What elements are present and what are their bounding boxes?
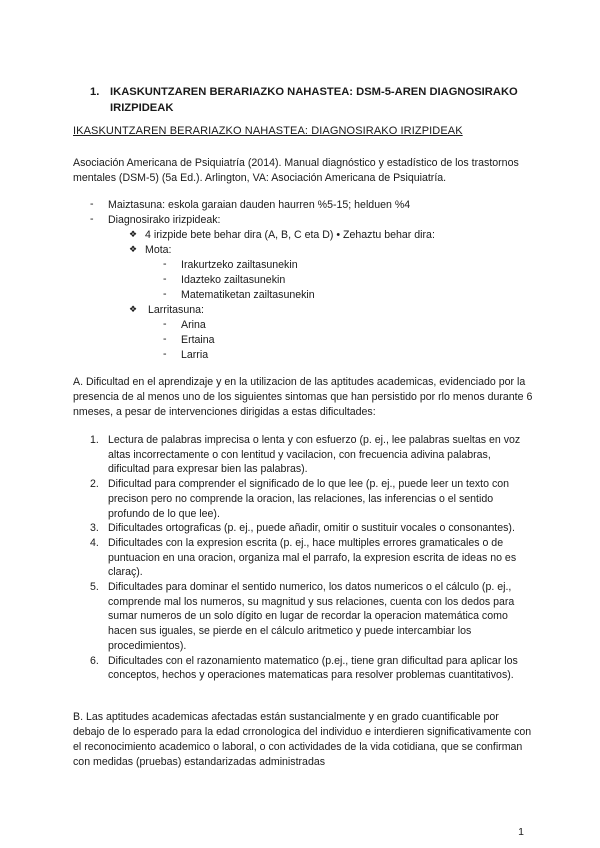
heading-number: 1. <box>90 86 100 98</box>
list-number: 5. <box>90 581 99 594</box>
subheading: IKASKUNTZAREN BERARIAZKO NAHASTEA: DIAGNOSIRAKO IRIZPIDEAK <box>73 125 463 137</box>
list-number: 2. <box>90 478 99 491</box>
reference-citation: Asociación Americana de Psiquiatría (2014). Manual diagnóstico y estadístico de los trastornos mentales (DSM-5) (5a Ed.). Arlington, VA: Asociación Americana de Psiquiatría. <box>73 157 519 184</box>
criteria-count-item: 4 irizpide bete behar dira (A, B, C eta D) • Zehaztu behar dira: <box>145 229 435 241</box>
larritasuna-item: Larritasuna: <box>148 304 204 316</box>
list-number: 3. <box>90 522 99 535</box>
criterion-a-paragraph: A. Dificultad en el aprendizaje y en la utilizacion de las aptitudes academicas, evidenciado por la presencia de al menos uno de los siguientes sintomas que han persistido por rlo menos durante 6 nmeses, a pesar de intervenciones dirigidas a estas dificultades: <box>73 376 533 418</box>
list-number: 4. <box>90 536 99 549</box>
dash-bullet-icon: - <box>163 318 167 330</box>
list-number: 1. <box>90 434 99 446</box>
diamond-bullet-icon: ❖ <box>129 244 138 254</box>
diamond-bullet-icon: ❖ <box>129 304 138 314</box>
dash-bullet-icon: - <box>163 288 167 300</box>
list-item <box>73 536 533 580</box>
criteria-item: Diagnosirako irizpideak: <box>108 214 221 226</box>
list-text: Dificultad para comprender el significado de lo que lee (p. ej., puede leer un texto con precison pero no comprende la oracion, las relaciones, las inferencias o el sentido profundo de lo que lee). <box>108 478 510 520</box>
page-number: 1 <box>518 826 524 838</box>
heading-text: IKASKUNTZAREN BERARIAZKO NAHASTEA: DSM-5-AREN DIAGNOSIRAKO IRIZPIDEAK <box>110 86 518 114</box>
list-number: 6. <box>90 654 99 667</box>
list-text: Dificultades con la expresion escrita (p. ej., hace multiples errores gramaticales o de puntuacion en una oracion, organiza mal el parrafo, la expresion escrita de ideas no es claraç). <box>108 536 517 579</box>
list-item <box>73 580 533 654</box>
dash-bullet-icon: - <box>90 198 94 210</box>
mota-item: Mota: <box>145 244 172 256</box>
mota-subitem: Irakurtzeko zailtasunekin <box>181 259 298 271</box>
list-text: Dificultades con el razonamiento matematico (p.ej., tiene gran dificultad para aplicar los conceptos, hechos y operaciones matematicas para resolver problemas cuantitativos). <box>108 654 518 682</box>
larritasuna-subitem: Larria <box>181 349 209 361</box>
diamond-bullet-icon: ❖ <box>129 229 138 239</box>
list-text: Dificultades para dominar el sentido numerico, los datos numericos o el cálculo (p. ej., comprende mal los numeros, su magnitud y sus relaciones, cuenta con los dedos para sumar numeros de un solo dígito en lugar de recordar la operacion matemática como hacen sus iguales, se pierde en el cálculo aritmetico y puede intercambiar los procedimientos). <box>108 581 515 652</box>
dash-bullet-icon: - <box>90 213 94 225</box>
larritasuna-subitem: Arina <box>181 319 206 331</box>
dash-bullet-icon: - <box>163 348 167 360</box>
list-item <box>73 654 533 683</box>
symptom-list <box>73 433 533 683</box>
list-text: Lectura de palabras imprecisa o lenta y con esfuerzo (p. ej., lee palabras sueltas en voz altas incorrectamente o con lentitud y vacilacion, con frecuencia adivina palabras, dificultad para expresar bien las palabras). <box>108 434 521 476</box>
list-text: Dificultades ortograficas (p. ej., puede añadir, omitir o sustituir vocales o consonantes). <box>108 522 515 535</box>
dash-bullet-icon: - <box>163 258 167 270</box>
dash-bullet-icon: - <box>163 333 167 345</box>
mota-subitem: Idazteko zailtasunekin <box>181 274 286 286</box>
larritasuna-subitem: Ertaina <box>181 334 215 346</box>
prevalence-item: Maiztasuna: eskola garaian dauden haurren %5-15; helduen %4 <box>108 199 411 211</box>
criterion-b-paragraph: B. Las aptitudes academicas afectadas están sustancialmente y en grado cuantificable por debajo de lo esperado para la edad crronologica del individuo e interdieren significativamente con el reconocimiento academico o laboral, o con actividades de la vida cotidiana, que se confirman con medidas (pruebas) estandarizadas administradas <box>73 711 532 768</box>
list-item <box>73 521 533 536</box>
list-item <box>73 477 533 521</box>
dash-bullet-icon: - <box>163 273 167 285</box>
list-item <box>73 433 533 477</box>
mota-subitem: Matematiketan zailtasunekin <box>181 289 315 301</box>
